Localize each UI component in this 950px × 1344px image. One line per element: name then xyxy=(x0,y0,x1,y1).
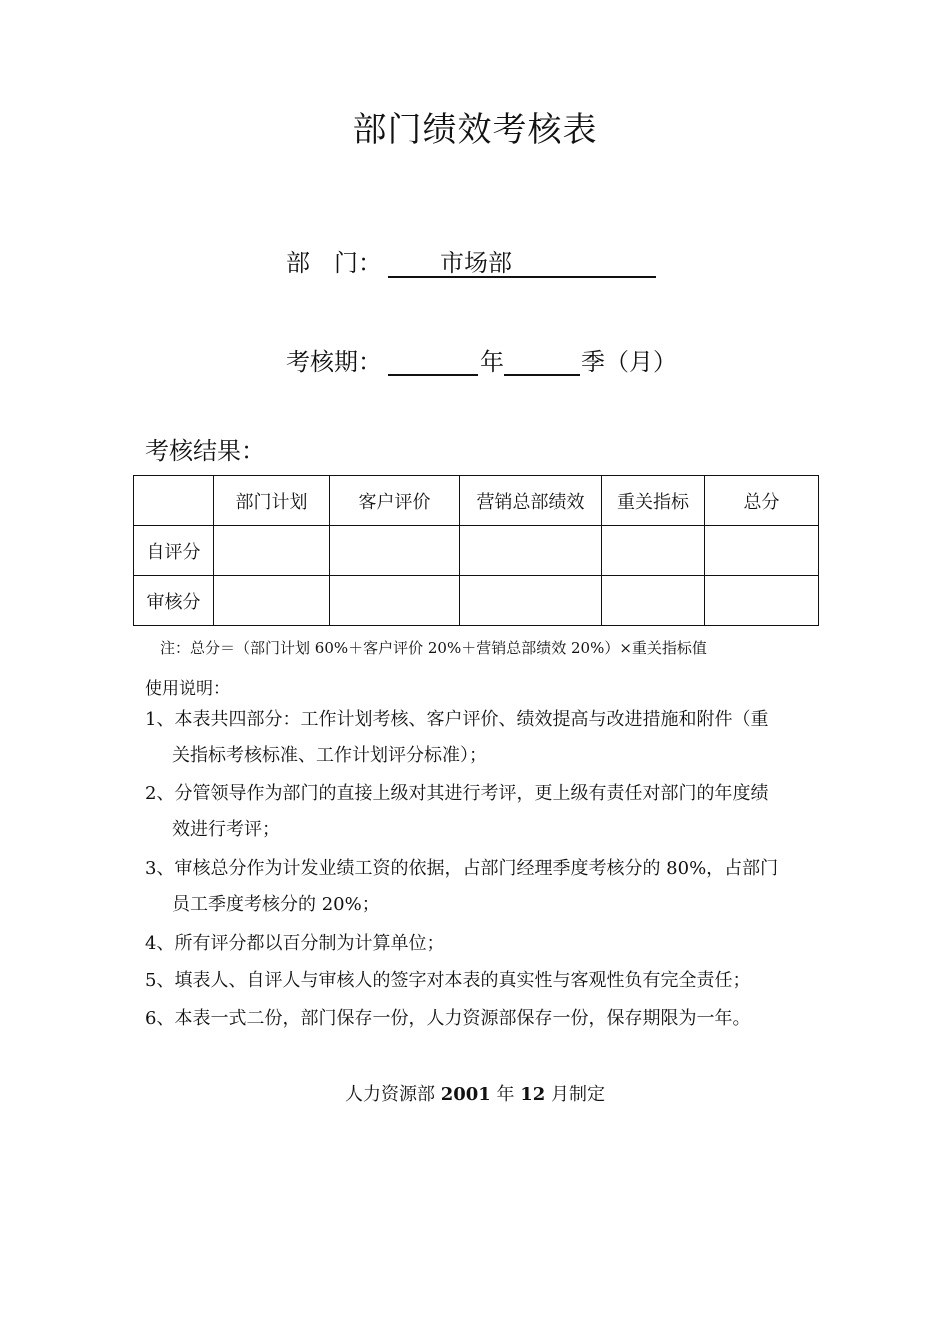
period-label: 考核期： xyxy=(286,348,382,376)
score-cell[interactable] xyxy=(214,576,330,626)
table-header-cell: 营销总部绩效 xyxy=(460,476,602,526)
usage-item-2-cont: 效进行考评； xyxy=(172,819,280,840)
score-cell[interactable] xyxy=(460,526,602,576)
table-header-cell: 总分 xyxy=(705,476,819,526)
score-cell[interactable] xyxy=(330,526,460,576)
usage-item-3: 3、审核总分作为计发业绩工资的依据，占部门经理季度考核分的 80%，占部门 xyxy=(145,858,779,879)
table-row xyxy=(134,576,819,626)
footer-year-word: 年 xyxy=(490,1084,521,1105)
department-label: 部 门： xyxy=(286,249,382,277)
footer-month: 12 xyxy=(520,1084,546,1105)
season-blank-field[interactable] xyxy=(504,344,580,376)
formula-note: 注：总分＝（部门计划 60%＋客户评价 20%＋营销总部绩效 20%）×重关指标值 xyxy=(160,639,707,657)
department-value: 市场部 xyxy=(440,249,512,277)
score-cell[interactable] xyxy=(214,526,330,576)
score-cell[interactable] xyxy=(460,576,602,626)
score-cell[interactable] xyxy=(602,576,705,626)
usage-item-1: 1、本表共四部分：工作计划考核、客户评价、绩效提高与改进措施和附件（重 xyxy=(145,709,769,730)
footer xyxy=(0,1080,950,1106)
page-title: 部门绩效考核表 xyxy=(352,110,598,150)
footer-suffix: 月制定 xyxy=(545,1084,606,1105)
score-table xyxy=(133,475,819,626)
footer-org: 人力资源部 xyxy=(344,1084,441,1105)
result-label: 考核结果： xyxy=(145,437,265,465)
year-word: 年 xyxy=(480,348,504,376)
score-cell[interactable] xyxy=(330,576,460,626)
usage-item-4: 4、所有评分都以百分制为计算单位； xyxy=(145,933,445,954)
row-label: 自评分 xyxy=(134,526,214,576)
usage-item-1-cont: 关指标考核标准、工作计划评分标准）； xyxy=(172,745,487,766)
footer-year: 2001 xyxy=(440,1084,491,1105)
usage-title: 使用说明： xyxy=(145,679,230,699)
season-month-word: 季（月） xyxy=(581,348,677,376)
table-header-cell: 重关指标 xyxy=(602,476,705,526)
table-row xyxy=(134,526,819,576)
department-underline[interactable] xyxy=(388,240,656,278)
table-header-cell: 客户评价 xyxy=(330,476,460,526)
table-header-row xyxy=(134,476,819,526)
usage-item-3-cont: 员工季度考核分的 20%； xyxy=(172,894,380,915)
score-cell[interactable] xyxy=(705,576,819,626)
usage-item-2: 2、分管领导作为部门的直接上级对其进行考评，更上级有责任对部门的年度绩 xyxy=(145,783,769,804)
score-cell[interactable] xyxy=(602,526,705,576)
usage-item-6: 6、本表一式二份，部门保存一份，人力资源部保存一份，保存期限为一年。 xyxy=(145,1008,751,1029)
usage-item-5: 5、填表人、自评人与审核人的签字对本表的真实性与客观性负有完全责任； xyxy=(145,970,751,991)
year-blank-field[interactable] xyxy=(388,344,478,376)
table-header-cell: 部门计划 xyxy=(214,476,330,526)
table-header-cell xyxy=(134,476,214,526)
row-label: 审核分 xyxy=(134,576,214,626)
score-cell[interactable] xyxy=(705,526,819,576)
